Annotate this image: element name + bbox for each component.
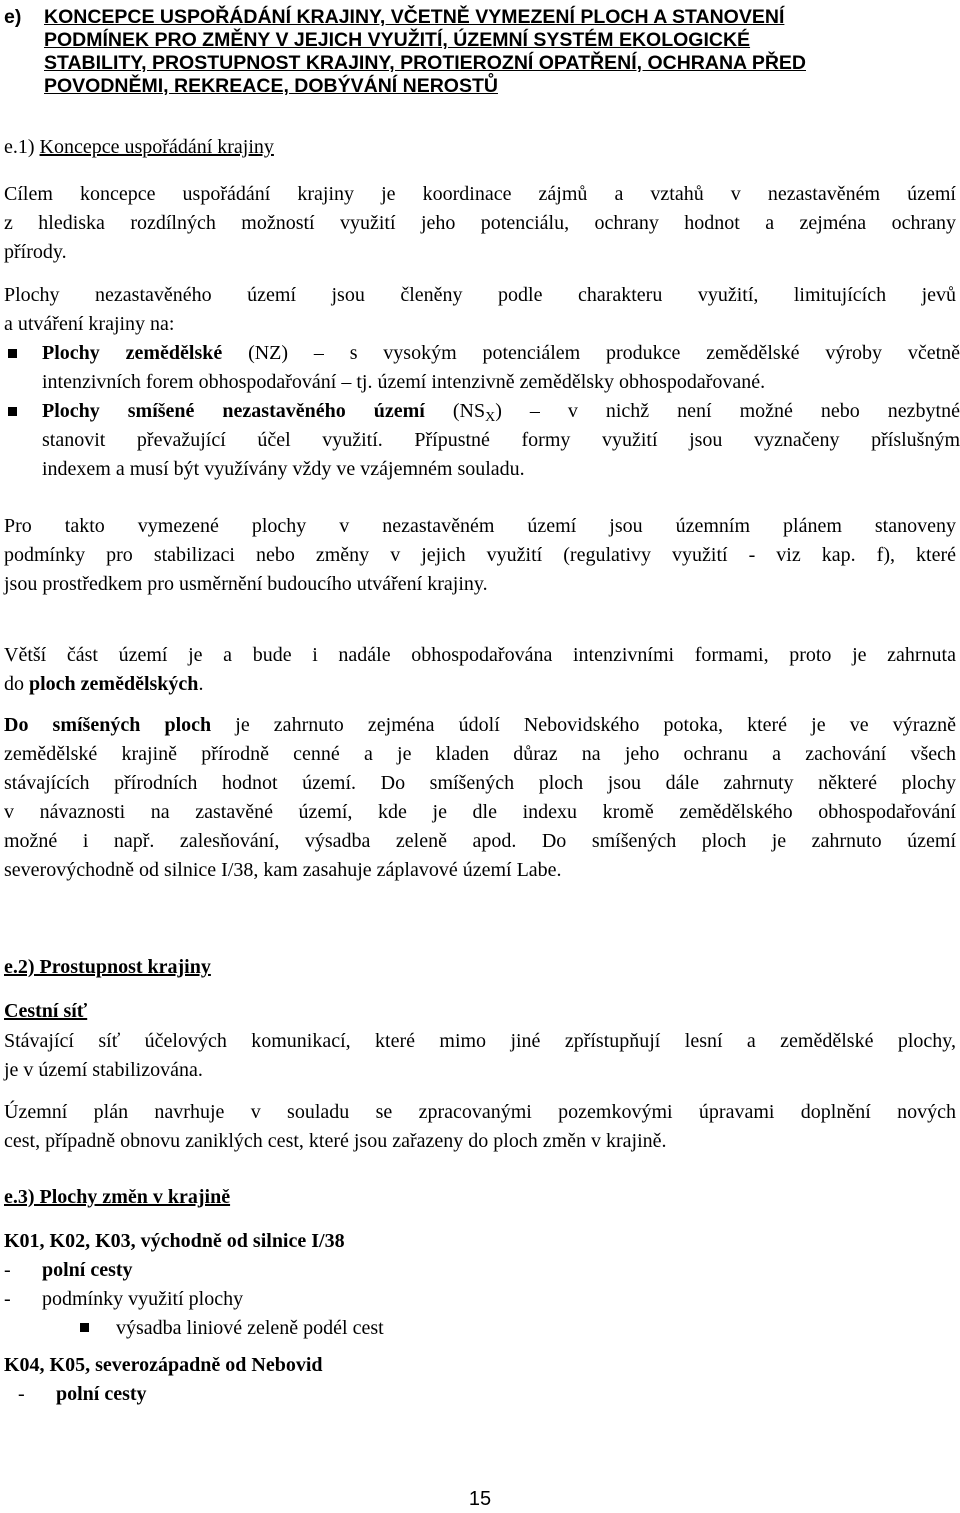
- sub-bullet-text: výsadba liniové zeleně podél cest: [116, 1317, 384, 1339]
- text-line: přírody.: [4, 241, 67, 263]
- code-label: (NZ): [248, 342, 289, 364]
- bold-term: Plochy smíšené nezastavěného území: [42, 400, 425, 422]
- paragraph-roads: [4, 1027, 956, 1085]
- bullet-text: [42, 339, 960, 397]
- text-line: indexem a musí být využívány vždy ve vzájemném souladu.: [42, 458, 525, 480]
- text-fragment: v nichž není možné nebo nezbytné: [567, 400, 960, 422]
- square-bullet-icon: [8, 349, 17, 358]
- dash-marker: -: [4, 1259, 11, 1281]
- bold-term: Do smíšených ploch: [4, 714, 212, 736]
- paragraph-regulation: [4, 512, 956, 599]
- text-line: v návaznosti na zastavěné území, kde je dle indexu kromě zemědělského obhospodařování: [4, 801, 956, 823]
- subsection-e3-title: e.3) Plochy změn v krajině: [4, 1186, 231, 1208]
- text-line: a utváření krajiny na:: [4, 313, 175, 335]
- text-line: je v území stabilizována.: [4, 1059, 203, 1081]
- text-line: Pro takto vymezené plochy v nezastavěném území jsou územním plánem stanoveny: [4, 515, 956, 537]
- text-line: Plochy smíšené nezastavěného území $(NS_X)$ – v nichž není možné nebo nezbytné: [42, 400, 960, 425]
- bullet-item-ns: [4, 397, 960, 485]
- text-fragment: – s vysokým potenciálem produkce zemědělské výroby včetně: [313, 342, 960, 364]
- text-line: Plochy nezastavěného území jsou členěny podle charakteru využití, limitujících jevů: [4, 284, 956, 306]
- text-line: Stávající síť účelových komunikací, které mimo jiné zpřístupňují lesní a zemědělské plochy,: [4, 1030, 956, 1052]
- dash-item-text: podmínky využití plochy: [42, 1288, 244, 1310]
- text-line: cest, případně obnovu zaniklých cest, které jsou zařazeny do ploch změn v krajině.: [4, 1130, 667, 1152]
- subsection-e2-subtitle: Cestní síť: [4, 1000, 88, 1022]
- code-label: $(NS_X)$: [452, 400, 502, 425]
- dash-item: [4, 1256, 11, 1285]
- text-line: stávajících přírodních hodnot území. Do smíšených ploch jsou dále zahrnuty některé plochy: [4, 772, 956, 794]
- text-line: z hlediska rozdílných možností využití jeho potenciálu, ochrany hodnot a zejména ochrany: [4, 212, 956, 234]
- subsection-e1-title: [4, 133, 274, 162]
- text-line: do ploch zemědělských.: [4, 673, 204, 695]
- section-title-line: POVODNĚMI, REKREACE, DOBÝVÁNÍ NEROSTŮ: [44, 75, 498, 97]
- dash-marker: -: [4, 1288, 11, 1310]
- bold-term: ploch zemědělských: [29, 673, 199, 695]
- text-line: Cílem koncepce uspořádání krajiny je koordinace zájmů a vztahů v nezastavěném území: [4, 183, 956, 205]
- text-line: jsou prostředkem pro usměrnění budoucího utváření krajiny.: [4, 573, 488, 595]
- text-line: stanovit převažující účel využití. Přípustné formy využití jsou vyznačeny příslušným: [42, 429, 960, 451]
- text-line: Větší část území je a bude i nadále obhospodařována intenzivními formami, proto je zahrnuta: [4, 644, 956, 666]
- text-line: [42, 339, 960, 368]
- change-group-title: K01, K02, K03, východně od silnice I/38: [4, 1230, 345, 1252]
- dash-item-text: polní cesty: [42, 1259, 133, 1281]
- text-line: zemědělské krajině přírodně cenné a je kladen důraz na jeho ochranu a zachování všech: [4, 743, 956, 765]
- dash-item-text: polní cesty: [56, 1383, 147, 1405]
- square-bullet-icon: [8, 407, 17, 416]
- text-line: podmínky pro stabilizaci nebo změny v jejich využití (regulativy využití - viz kap. f), které: [4, 544, 956, 566]
- paragraph-goal: [4, 180, 956, 267]
- bullet-item-nz: [4, 339, 960, 397]
- section-title-line: KONCEPCE USPOŘÁDÁNÍ KRAJINY, VČETNĚ VYMEZENÍ PLOCH A STANOVENÍ: [44, 6, 785, 28]
- paragraph-division: [4, 281, 956, 339]
- section-title-line: PODMÍNEK PRO ZMĚNY V JEJICH VYUŽITÍ, ÚZEMNÍ SYSTÉM EKOLOGICKÉ: [44, 29, 751, 51]
- text-line: intenzivních forem obhospodařování – tj. území intenzivně zemědělsky obhospodařované.: [42, 371, 766, 393]
- paragraph-new-roads: [4, 1098, 956, 1156]
- change-group-title: K04, K05, severozápadně od Nebovid: [4, 1354, 323, 1376]
- bold-term: Plochy zemědělské: [42, 342, 223, 364]
- text-line: severovýchodně od silnice I/38, kam zasahuje záplavové území Labe.: [4, 859, 562, 881]
- bullet-text: [42, 397, 960, 484]
- dash-item: [4, 1285, 11, 1314]
- section-title-line: STABILITY, PROSTUPNOST KRAJINY, PROTIEROZNÍ OPATŘENÍ, OCHRANA PŘED: [44, 52, 806, 74]
- section-label: e): [4, 6, 22, 28]
- paragraph-agricultural: [4, 641, 956, 699]
- square-bullet-icon: [80, 1323, 89, 1332]
- page-number: 15: [468, 1488, 492, 1510]
- text-line: Územní plán navrhuje v souladu se zpracovanými pozemkovými úpravami doplnění nových: [4, 1101, 956, 1123]
- dash-item: [18, 1380, 25, 1409]
- text-line: možné i např. zalesňování, výsadba zeleně apod. Do smíšených ploch je zahrnuto území: [4, 830, 956, 852]
- subsection-e2-title: e.2) Prostupnost krajiny: [4, 956, 211, 978]
- paragraph-mixed: [4, 711, 956, 885]
- subsection-title-text: Koncepce uspořádání krajiny: [39, 136, 274, 158]
- text-line: Do smíšených ploch je zahrnuto zejména údolí Nebovidského potoka, které je ve výrazně: [4, 714, 956, 736]
- dash-marker: -: [18, 1383, 25, 1405]
- subsection-prefix: e.1): [4, 136, 40, 158]
- section-title: [44, 6, 806, 98]
